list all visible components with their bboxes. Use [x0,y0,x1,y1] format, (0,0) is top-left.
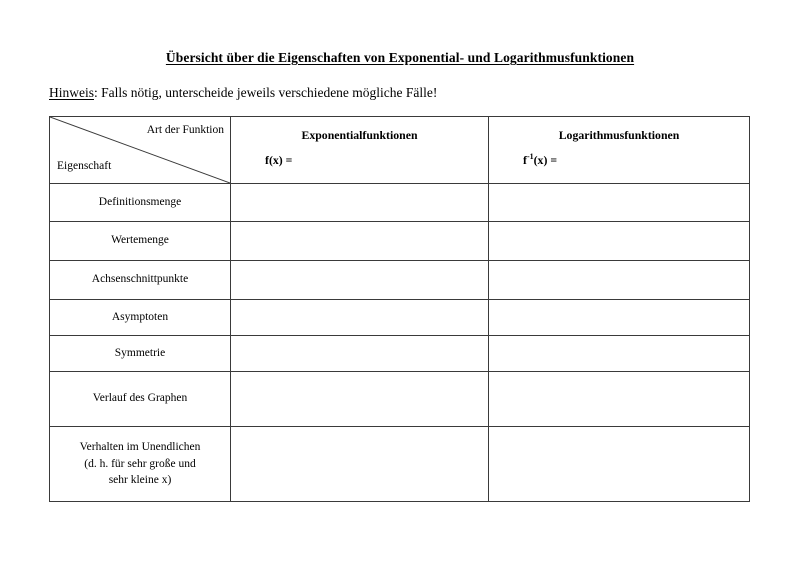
row-label-symmetrie: Symmetrie [50,336,231,372]
answer-cell-logarithm-asymptoten[interactable] [489,300,750,336]
properties-table [49,116,750,502]
answer-cell-exponential-verhalten-im-unendlichen[interactable] [231,427,489,502]
formula-superscript: -1 [526,152,534,162]
answer-cell-exponential-achsenschnittpunkte[interactable] [231,261,489,300]
column-header-logarithm-formula [523,153,557,169]
row-label-verlauf-des-graphen: Verlauf des Graphen [50,372,231,427]
table-row [50,336,750,372]
answer-cell-logarithm-verhalten-im-unendlichen[interactable] [489,427,750,502]
row-label-wertemenge: Wertemenge [50,222,231,261]
table-row [50,222,750,261]
hint-line [49,85,437,101]
answer-cell-logarithm-achsenschnittpunkte[interactable] [489,261,750,300]
formula-tail: (x) = [268,153,293,167]
answer-cell-exponential-asymptoten[interactable] [231,300,489,336]
hint-label: Hinweis [49,85,94,100]
table-row [50,261,750,300]
table-header-row [50,117,750,184]
row-label-line-1: Verhalten im Unendlichen [79,440,201,453]
corner-header-cell [50,117,231,184]
properties-table-wrapper [49,116,749,500]
column-header-logarithm-title: Logarithmusfunktionen [558,128,680,142]
column-header-exponential [231,117,489,184]
column-header-exponential-formula [265,153,292,169]
row-label-asymptoten: Asymptoten [50,300,231,336]
row-label-definitionsmenge: Definitionsmenge [50,184,231,222]
row-label-achsenschnittpunkte: Achsenschnittpunkte [50,261,231,300]
table-row [50,372,750,427]
row-label-verhalten-lines [50,439,230,489]
answer-cell-exponential-wertemenge[interactable] [231,222,489,261]
table-row [50,427,750,502]
column-header-exponential-title: Exponentialfunktionen [301,128,418,142]
formula-tail: (x) = [533,153,558,167]
answer-cell-logarithm-symmetrie[interactable] [489,336,750,372]
answer-cell-logarithm-verlauf-des-graphen[interactable] [489,372,750,427]
page-title [0,50,800,66]
answer-cell-exponential-definitionsmenge[interactable] [231,184,489,222]
formula-base: f [523,153,527,167]
hint-text: : Falls nötig, unterscheide jeweils verschiedene mögliche Fälle! [94,85,438,100]
table-row [50,184,750,222]
answer-cell-logarithm-definitionsmenge[interactable] [489,184,750,222]
table-row [50,300,750,336]
formula-base: f [265,153,269,167]
answer-cell-exponential-verlauf-des-graphen[interactable] [231,372,489,427]
row-label-line-3: sehr kleine x) [108,474,172,487]
row-label-line-2: (d. h. für sehr große und [84,457,196,470]
column-header-logarithm [489,117,750,184]
answer-cell-exponential-symmetrie[interactable] [231,336,489,372]
page-title-text: Übersicht über die Eigenschaften von Exponential- und Logarithmusfunktionen [165,50,635,65]
row-label-verhalten-im-unendlichen [50,427,231,502]
answer-cell-logarithm-wertemenge[interactable] [489,222,750,261]
corner-bottom-label: Eigenschaft [57,160,112,173]
corner-top-label: Art der Funktion [146,124,224,136]
